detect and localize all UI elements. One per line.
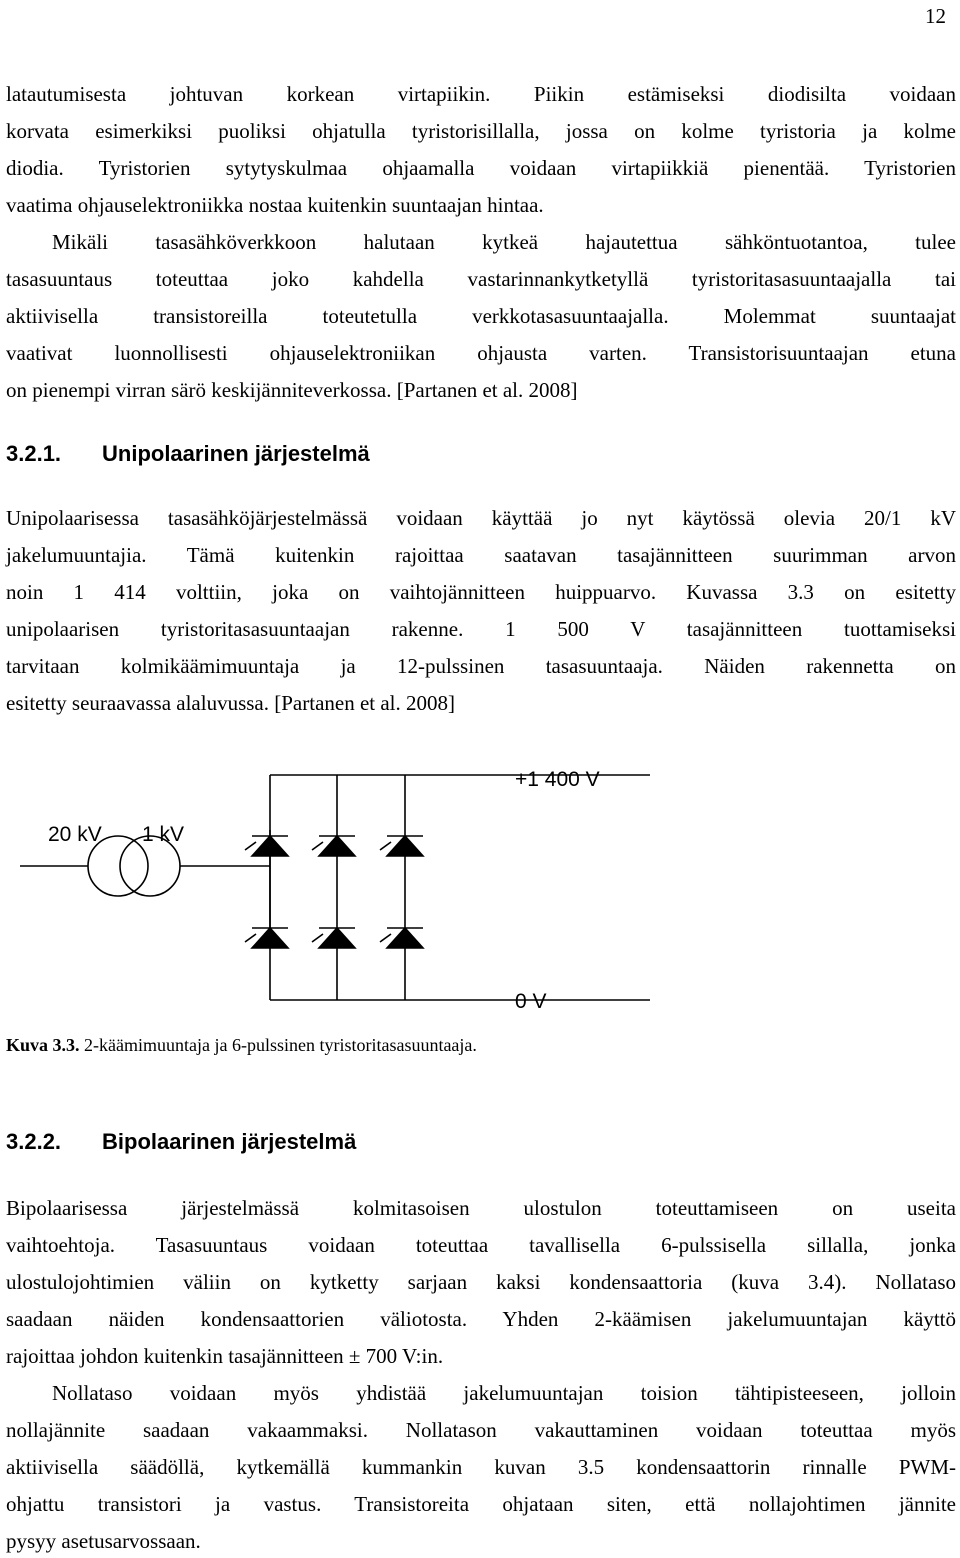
para2-line-5: on pienempi virran särö keskijänniteverkossa. [Partanen et al. 2008]	[6, 378, 578, 402]
section-number: 3.2.1.	[6, 441, 62, 466]
thyristors	[245, 836, 423, 948]
para3-line-1: Unipolaarisessa tasasähköjärjestelmässä voidaan käyttää jo nyt käytössä olevia 20/1 kV	[6, 506, 956, 530]
thyristor-upper-3	[387, 836, 423, 856]
thyristor-lower-3	[387, 928, 423, 948]
para5-line-1: Nollataso voidaan myös yhdistää jakelumuuntajan toision tähtipisteeseen, jolloin	[52, 1381, 956, 1405]
section-heading-bipolar	[6, 1128, 356, 1156]
para1-line-3: diodia. Tyristorien sytytyskulmaa ohjaamalla voidaan virtapiikkiä pienentää. Tyristorien	[6, 156, 956, 180]
para4-line-1: Bipolaarisessa järjestelmässä kolmitasoisen ulostulon toteuttamiseen on useita	[6, 1196, 956, 1220]
page-number: 12	[925, 4, 946, 28]
para1-line-4: vaatima ohjauselektroniikka nostaa kuitenkin suuntaajan hintaa.	[6, 193, 544, 217]
section-title: Unipolaarinen järjestelmä	[102, 441, 370, 466]
para1-line-2: korvata esimerkiksi puoliksi ohjatulla tyristorisillalla, jossa on kolme tyristoria ja kolme	[6, 119, 956, 143]
section-heading-unipolar	[6, 440, 370, 468]
label-secondary-voltage: 1 kV	[142, 823, 185, 846]
para5-line-5: pysyy asetusarvossaan.	[6, 1529, 201, 1553]
figure-caption	[6, 1033, 477, 1057]
caption-label: Kuva 3.3.	[6, 1035, 80, 1055]
caption-text: 2-käämimuuntaja ja 6-pulssinen tyristoritasasuuntaaja.	[79, 1035, 477, 1055]
para5-line-4: ohjattu transistori ja vastus. Transistoreita ohjataan siten, että nollajohtimen jännite	[6, 1492, 956, 1516]
para3-line-2: jakelumuuntajia. Tämä kuitenkin rajoittaa saatavan tasajännitteen suurimman arvon	[6, 543, 956, 567]
section-title: Bipolaarinen järjestelmä	[102, 1129, 357, 1154]
para5-line-3: aktiivisella säädöllä, kytkemällä kummankin kuvan 3.5 kondensaattorin rinnalle PWM-	[6, 1455, 956, 1479]
label-zero-voltage: 0 V	[515, 990, 547, 1013]
para3-line-3: noin 1 414 volttiin, joka on vaihtojännitteen huippuarvo. Kuvassa 3.3 on esitetty	[6, 580, 956, 604]
para4-line-5: rajoittaa johdon kuitenkin tasajännitteen ± 700 V:in.	[6, 1344, 444, 1368]
thyristor-lower-1	[252, 928, 288, 948]
para5-line-2: nollajännite saadaan vakaammaksi. Nollatason vakauttaminen voidaan toteuttaa myös	[6, 1418, 956, 1442]
para4-line-3: ulostulojohtimien väliin on kytketty sarjaan kaksi kondensaattoria (kuva 3.4). Nollataso	[6, 1270, 956, 1294]
section-number: 3.2.2.	[6, 1129, 62, 1154]
para2-line-1: Mikäli tasasähköverkkoon halutaan kytkeä hajautettua sähköntuotantoa, tulee	[52, 230, 956, 254]
figure-rectifier-diagram	[0, 760, 960, 1060]
para3-line-5: tarvitaan kolmikäämimuuntaja ja 12-pulssinen tasasuuntaaja. Näiden rakennetta on	[6, 654, 956, 678]
para2-line-2: tasasuuntaus toteuttaa joko kahdella vastarinnankytketyllä tyristoritasasuuntaajalla tai	[6, 267, 956, 291]
para4-line-4: saadaan näiden kondensaattorien väliotosta. Yhden 2-käämisen jakelumuuntajan käyttö	[6, 1307, 956, 1331]
circuit-svg	[0, 760, 960, 1060]
thyristor-upper-2	[319, 836, 355, 856]
para2-line-3: aktiivisella transistoreilla toteutetulla verkkotasasuuntaajalla. Molemmat suuntaajat	[6, 304, 956, 328]
para2-line-4: vaativat luonnollisesti ohjauselektroniikan ohjausta varten. Transistorisuuntaajan etuna	[6, 341, 956, 365]
thyristor-upper-1	[252, 836, 288, 856]
para3-line-6: esitetty seuraavassa alaluvussa. [Partanen et al. 2008]	[6, 691, 456, 715]
label-plus-voltage: +1 400 V	[515, 768, 600, 791]
label-primary-voltage: 20 kV	[48, 823, 102, 846]
para3-line-4: unipolaarisen tyristoritasasuuntaajan rakenne. 1 500 V tasajännitteen tuottamiseksi	[6, 617, 956, 641]
para4-line-2: vaihtoehtoja. Tasasuuntaus voidaan toteuttaa tavallisella 6-pulssisella sillalla, jonka	[6, 1233, 956, 1257]
thyristor-lower-2	[319, 928, 355, 948]
para1-line-1: latautumisesta johtuvan korkean virtapiikin. Piikin estämiseksi diodisilta voidaan	[6, 82, 956, 106]
